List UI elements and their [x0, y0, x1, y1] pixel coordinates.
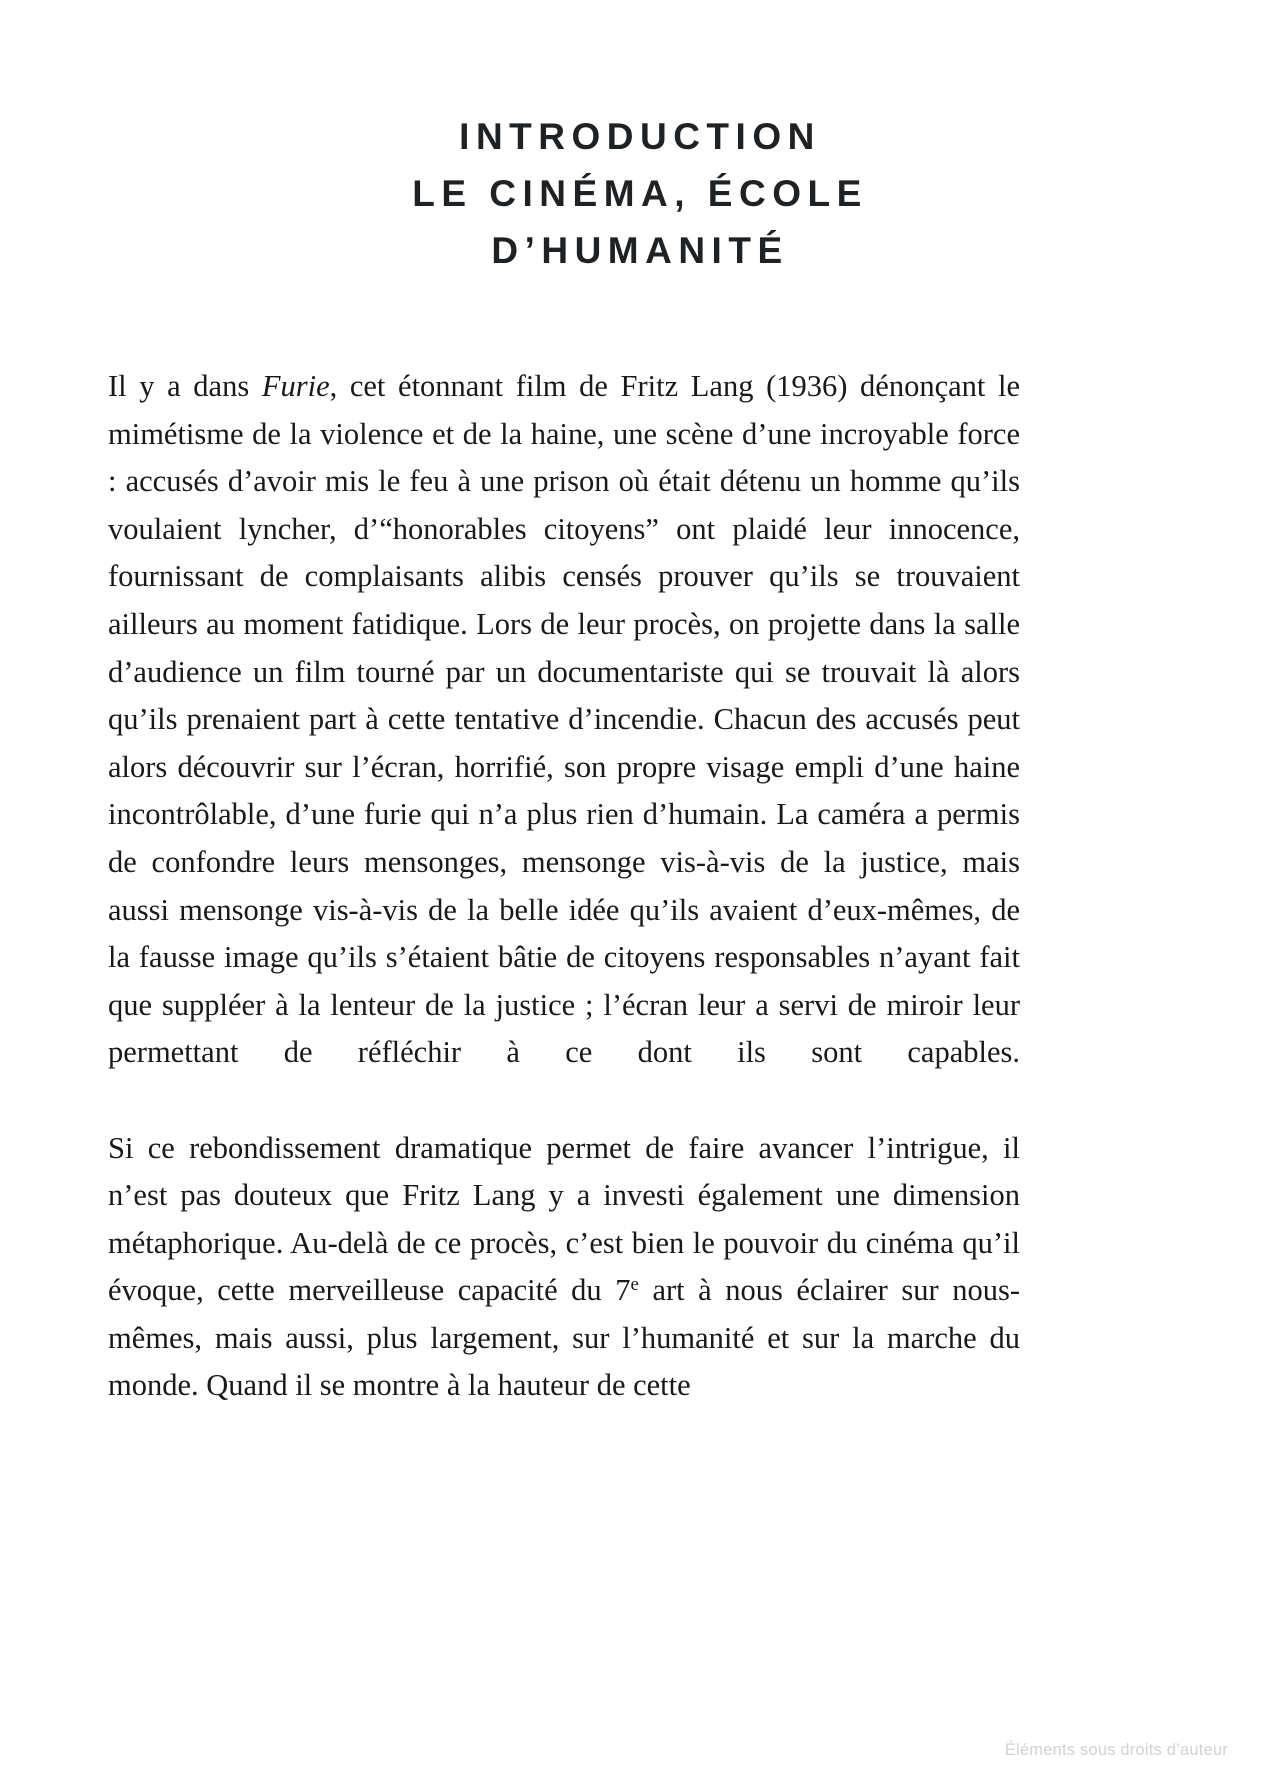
paragraph-2-text-part-1: Si ce rebondissement dramatique permet de faire avancer l’intrigue, il n’est pas douteux que Fritz Lang y a investi également une dimension métaphorique. Au-delà de ce procès, c’est bien le pouvoir du cinéma qu’il évoque, cette merveilleuse capacité du 7: [108, 1130, 1020, 1308]
title-line-3: D’HUMANITÉ: [491, 230, 789, 271]
copyright-watermark: Éléments sous droits d’auteur: [1004, 1741, 1228, 1759]
title-line-1: INTRODUCTION: [459, 116, 821, 157]
paragraph-1-text-before-title: Il y a dans: [108, 369, 262, 403]
paragraph-2: [108, 1125, 1020, 1411]
film-title-furie: Furie: [261, 369, 330, 403]
body-text: [108, 363, 1020, 1410]
paragraph-1: [108, 363, 1020, 1125]
paragraph-2-text-part-2: art à nous éclairer sur nous-mêmes, mais aussi, plus largement, sur l’humanité et sur la marche du monde. Quand il se montre à la hauteur de cette: [108, 1273, 1020, 1403]
paragraph-1-text-after-title: , cet étonnant film de Fritz Lang (1936) dénonçant le mimétisme de la violence et de la haine, une scène d’une incroyable force : accusés d’avoir mis le feu à une prison où était détenu un homme qu’ils voulaient lyncher, d’“honorables citoyens” ont plaidé leur innocence, fournissant de complaisants alibis censés prouver qu’ils se trouvaient ailleurs au moment fatidique. Lors de leur procès, on projette dans la salle d’audience un film tourné par un documentariste qui se trouvait là alors qu’ils prenaient part à cette tentative d’incendie. Chacun des accusés peut alors découvrir sur l’écran, horrifié, son propre visage empli d’une haine incontrôlable, d’une furie qui n’a plus rien d’humain. La caméra a permis de confondre leurs mensonges, mensonge vis-à-vis de la justice, mais aussi mensonge vis-à-vis de la belle idée qu’ils avaient d’eux-mêmes, de la fausse image qu’ils s’étaient bâtie de citoyens responsables n’ayant fait que suppléer à la lenteur de la justice ; l’écran leur a servi de miroir leur permettant de réfléchir à ce dont ils sont capables.: [108, 369, 1021, 1070]
title-line-2: LE CINÉMA, ÉCOLE: [412, 173, 868, 214]
ordinal-superscript: e: [630, 1274, 639, 1296]
page-title: [0, 108, 1280, 279]
